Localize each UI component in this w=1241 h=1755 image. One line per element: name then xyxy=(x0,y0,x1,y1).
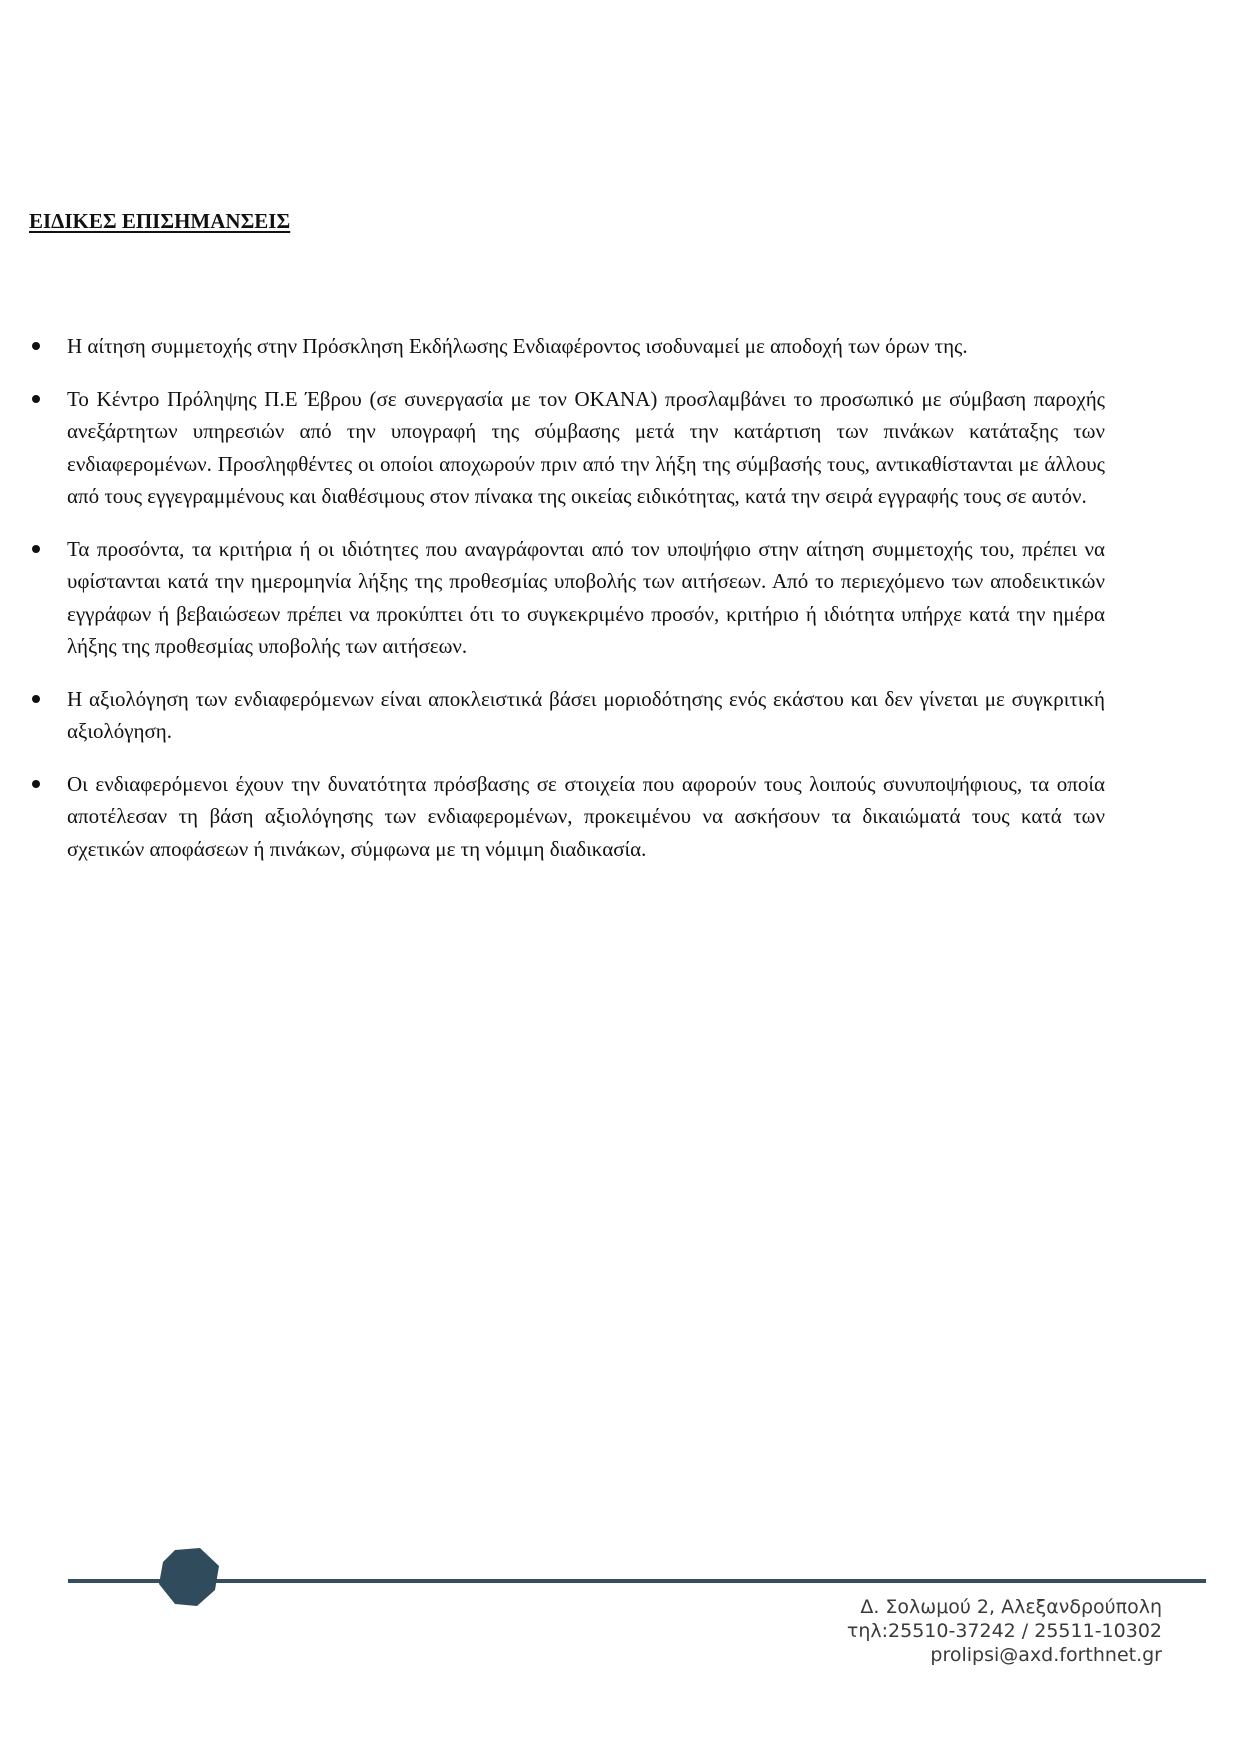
list-item-text: Η αίτηση συμμετοχής στην Πρόσκληση Εκδήλωσης Ενδιαφέροντος ισοδυναμεί με αποδοχή των όρων της. xyxy=(67,334,968,358)
footer-phone: τηλ:25510-37242 / 25511-10302 xyxy=(846,1620,1162,1642)
hexagon-logo-icon xyxy=(155,1546,225,1608)
footer-contact xyxy=(847,1595,1162,1667)
list-item-text: Οι ενδιαφερόμενοι έχουν την δυνατότητα πρόσβασης σε στοιχεία που αφορούν τους λοιπούς συνυποψήφιους, τα οποία αποτέλεσαν τη βάση αξιολόγησης των ενδιαφερομένων, προκειμένου να ασκήσουν τα δικαιώματά τους κατά των σχετικών αποφάσεων ή πινάκων, σύμφωνα με τη νόμιμη διαδικασία. xyxy=(67,771,1105,861)
list-item-text: Το Κέντρο Πρόληψης Π.Ε Έβρου (σε συνεργασία με τον ΟΚΑΝΑ) προσλαμβάνει το προσωπικό με σύμβαση παροχής ανεξάρτητων υπηρεσιών από την υπογραφή της σύμβασης μετά την κατάρτιση των πινάκων κατάταξης των ενδιαφερομένων. Προσληφθέντες οι οποίοι αποχωρούν πριν από την λήξη της σύμβασής τους, αντικαθίστανται με άλλους από τους εγγεγραμμένους και διαθέσιμους στον πίνακα της οικείας ειδικότητας, κατά την σειρά εγγραφής τους σε αυτόν. xyxy=(67,386,1105,508)
bullet-icon xyxy=(32,545,40,553)
list-item xyxy=(29,533,1105,663)
footer-address: Δ. Σολωμού 2, Αλεξανδρούπολη xyxy=(860,1596,1162,1618)
bullet-list xyxy=(29,330,1105,885)
list-item-text: Τα προσόντα, τα κριτήρια ή οι ιδιότητες που αναγράφονται από τον υποψήφιο στην αίτηση συμμετοχής του, πρέπει να υφίστανται κατά την ημερομηνία λήξης της προθεσμίας υποβολής των αιτήσεων. Από το περιεχόμενο των αποδεικτικών εγγράφων ή βεβαιώσεων πρέπει να προκύπτει ότι το συγκεκριμένο προσόν, κριτήριο ή ιδιότητα υπήρχε κατά την ημέρα λήξης της προθεσμίας υποβολής των αιτήσεων. xyxy=(67,536,1105,658)
footer-email: prolipsi@axd.forthnet.gr xyxy=(930,1644,1162,1666)
bullet-icon xyxy=(32,695,40,703)
bullet-icon xyxy=(32,342,40,350)
footer-divider xyxy=(68,1579,1206,1583)
list-item-text: Η αξιολόγηση των ενδιαφερόμενων είναι αποκλειστικά βάσει μοριοδότησης ενός εκάστου και δεν γίνεται με συγκριτική αξιολόγηση. xyxy=(67,686,1105,743)
list-item xyxy=(29,330,1105,363)
list-item xyxy=(29,683,1105,748)
list-item xyxy=(29,383,1105,513)
bullet-icon xyxy=(32,395,40,403)
section-heading: ΕΙΔΙΚΕΣ ΕΠΙΣΗΜΑΝΣΕΙΣ xyxy=(29,209,291,233)
bullet-icon xyxy=(32,780,40,788)
list-item xyxy=(29,768,1105,866)
